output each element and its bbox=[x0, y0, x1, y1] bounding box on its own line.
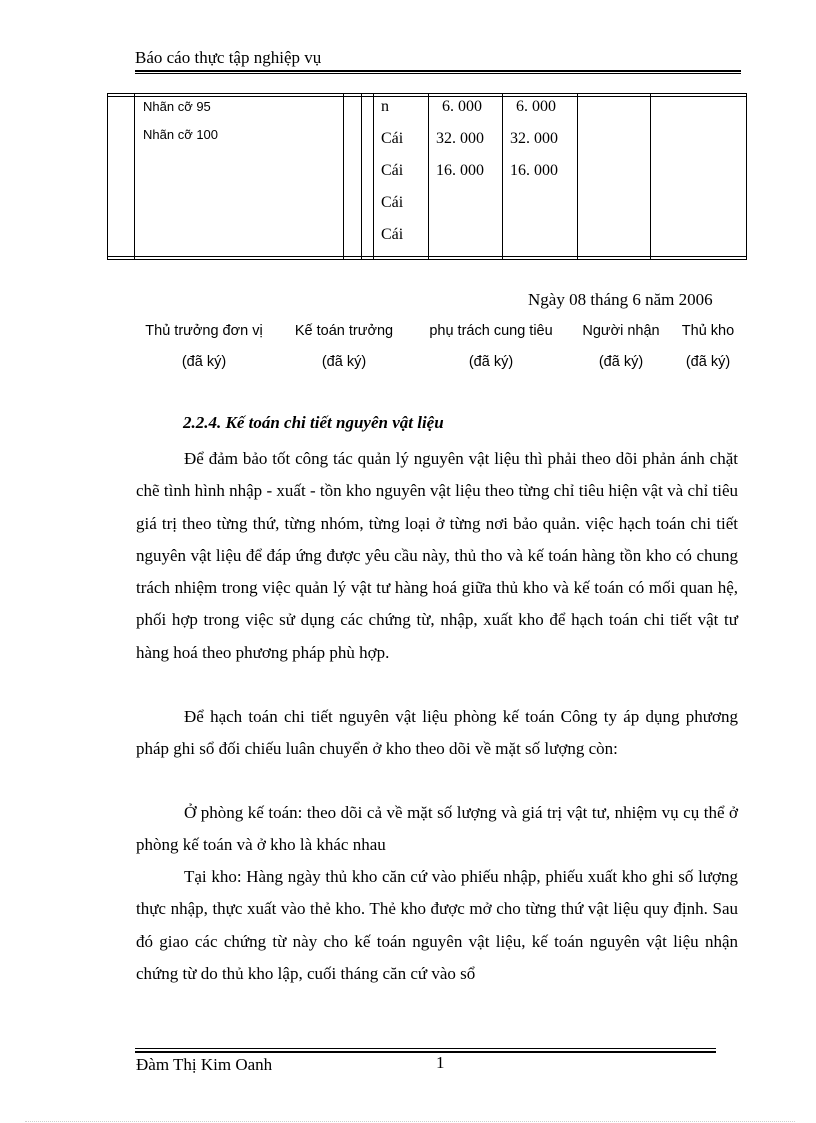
signature-status: (đã ký) bbox=[321, 354, 367, 370]
table-item-name: Nhãn cỡ 95 bbox=[143, 99, 211, 114]
table-col-line bbox=[577, 93, 578, 260]
body-paragraph: Để đảm bảo tốt công tác quản lý nguyên vật liệu thì phải theo dõi phản ánh chặt chẽ tình hình nhập - xuất - tồn kho nguyên vật liệu theo từng chỉ tiêu hiện vật và chỉ tiêu giá trị theo từng thứ, từng nhóm, từng loại ở từng nơi bảo quản. việc hạch toán chi tiết nguyên vật liệu để đáp ứng được yêu cầu này, thủ tho và kế toán hàng tồn kho có chung trách nhiệm trong việc quản lý vật tư hàng hoá giữa thủ kho và kế toán có mối quan hệ, phối hợp trong việc sử dụng các chứng từ, nhập, xuất kho để hạch toán chi tiết vật tư hàng hoá theo phương pháp phù hợp. bbox=[136, 449, 738, 662]
table-quantity: 32. 000 bbox=[510, 130, 558, 147]
signature-role: Người nhận bbox=[582, 323, 660, 339]
table-unit: Cái bbox=[381, 130, 404, 147]
table-unit: Cái bbox=[381, 162, 404, 179]
table-col-line bbox=[502, 93, 503, 260]
table-item-name: Nhãn cỡ 100 bbox=[143, 127, 219, 142]
page-header-title: Báo cáo thực tập nghiệp vụ bbox=[135, 48, 322, 67]
signature-role: phụ trách cung tiêu bbox=[429, 323, 553, 339]
table-unit: Cái bbox=[381, 226, 404, 243]
table-col-line bbox=[107, 93, 108, 260]
date-line: Ngày 08 tháng 6 năm 2006 bbox=[528, 290, 713, 309]
table-col-line bbox=[650, 93, 651, 260]
table-top-border-inner bbox=[107, 96, 747, 97]
table-quantity: 16. 000 bbox=[510, 162, 558, 179]
table-col-line bbox=[373, 93, 374, 260]
table-col-line bbox=[343, 93, 344, 260]
header-rule bbox=[135, 70, 741, 72]
table-unit: n bbox=[381, 98, 389, 115]
signature-status: (đã ký) bbox=[181, 354, 227, 370]
table-top-border bbox=[107, 93, 747, 94]
table-unit: Cái bbox=[381, 194, 404, 211]
table-quantity: 6. 000 bbox=[516, 98, 556, 115]
table-col-line bbox=[134, 93, 135, 260]
table-bottom-border bbox=[107, 259, 747, 260]
signature-status: (đã ký) bbox=[685, 354, 731, 370]
section-heading: 2.2.4. Kế toán chi tiết nguyên vật liệu bbox=[183, 413, 444, 432]
footer-rule-thick bbox=[135, 1051, 716, 1053]
table-bottom-border-inner bbox=[107, 256, 747, 257]
footer-author: Đàm Thị Kim Oanh bbox=[136, 1055, 273, 1074]
signature-role: Kế toán trưởng bbox=[294, 323, 394, 339]
table-quantity: 16. 000 bbox=[436, 162, 484, 179]
header-rule-thin bbox=[135, 73, 741, 74]
signature-role: Thủ trưởng đơn vị bbox=[145, 323, 263, 339]
table-quantity: 6. 000 bbox=[442, 98, 482, 115]
table-col-line bbox=[428, 93, 429, 260]
table-col-line bbox=[361, 93, 362, 260]
page-edge bbox=[25, 1121, 795, 1122]
body-paragraph: Để hạch toán chi tiết nguyên vật liệu phòng kế toán Công ty áp dụng phương pháp ghi sổ đối chiếu luân chuyển ở kho theo dõi về mặt số lượng còn: bbox=[136, 707, 738, 759]
page-number: 1 bbox=[436, 1053, 445, 1072]
signature-status: (đã ký) bbox=[598, 354, 644, 370]
table-quantity: 32. 000 bbox=[436, 130, 484, 147]
body-paragraph: Ở phòng kế toán: theo dõi cả về mặt số lượng và giá trị vật tư, nhiệm vụ cụ thể ở phòng kế toán và ở kho là khác nhau bbox=[136, 803, 738, 855]
signature-role: Thủ kho bbox=[681, 323, 735, 339]
footer-rule bbox=[135, 1048, 716, 1049]
table-col-line bbox=[746, 93, 747, 260]
signature-status: (đã ký) bbox=[468, 354, 514, 370]
body-paragraph: Tại kho: Hàng ngày thủ kho căn cứ vào phiếu nhập, phiếu xuất kho ghi số lượng thực nhập, thực xuất vào thẻ kho. Thẻ kho được mở cho từng thứ vật liệu quy định. Sau đó giao các chứng từ này cho kế toán nguyên vật liệu, kế toán nguyên vật liệu nhận chứng từ do thủ kho lập, cuối tháng căn cứ vào sổ bbox=[136, 867, 738, 983]
